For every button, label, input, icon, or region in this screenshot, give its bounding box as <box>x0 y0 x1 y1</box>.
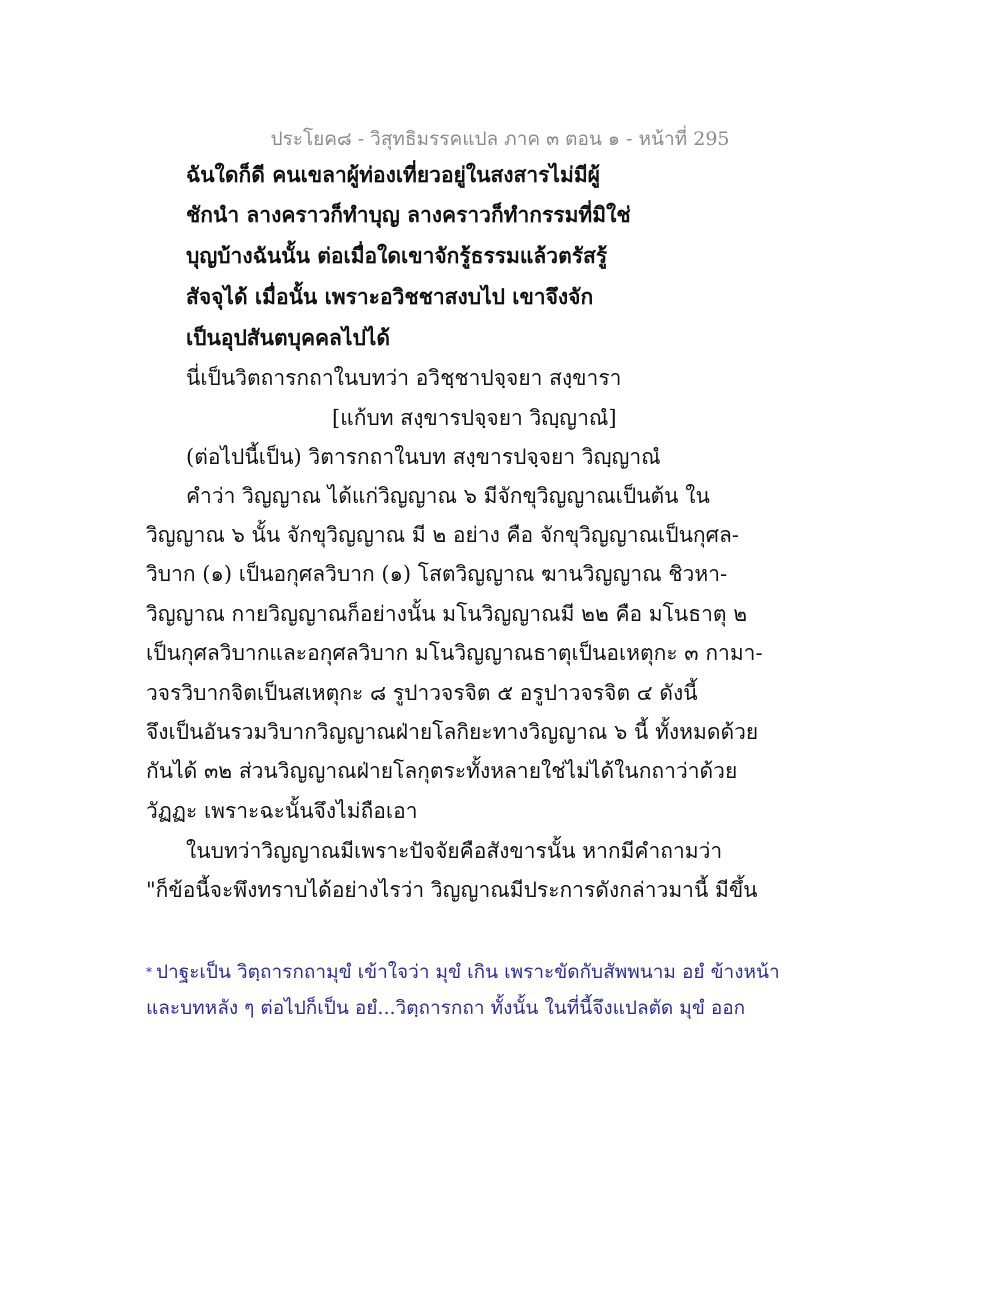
paragraph-line: วิญญาณ ๖ นั้น จักขุวิญญาณ มี ๒ อย่าง คือ จักขุวิญญาณเป็นกุศล- <box>146 523 739 547</box>
intro-line: (ต่อไปนี้เป็น) วิตารกถาในบท สงฺขารปจฺจยา วิญฺญาณํ <box>186 445 661 469</box>
paragraph-line: จึงเป็นอันรวมวิบากวิญญาณฝ่ายโลกิยะทางวิญญาณ ๖ นี้ ทั้งหมดด้วย <box>146 720 759 744</box>
quote-line: ฉันใดก็ดี คนเขลาผู้ท่องเที่ยวอยู่ในสงสารไม่มีผู้ <box>186 162 600 187</box>
footnote-text: ปาฐะเป็น วิตฺถารกถามุขํ เข้าใจว่า มุขํ เกิน เพราะขัดกับสัพพนาม อยํ ข้างหน้า <box>156 961 780 983</box>
page-header: ประโยค๘ - วิสุทธิมรรคแปล ภาค ๓ ตอน ๑ - หน้าที่ 295 <box>270 128 730 150</box>
closing-line: นี่เป็นวิตถารกถาในบทว่า อวิชฺชาปจฺจยา สงฺขารา <box>186 366 622 390</box>
paragraph-line: วจรวิบากจิตเป็นสเหตุกะ ๘ รูปาวจรจิต ๕ อรูปาวจรจิต ๔ ดังนี้ <box>146 681 698 705</box>
footnote-marker: * <box>146 965 152 979</box>
footnote-line: และบทหลัง ๆ ต่อไปก็เป็น อยํ...วิตฺถารกถา ทั้งนั้น ในที่นี้จึงแปลตัด มุขํ ออก <box>146 997 746 1019</box>
paragraph-line: วิญญาณ กายวิญญาณก็อย่างนั้น มโนวิญญาณมี ๒๒ คือ มโนธาตุ ๒ <box>146 602 748 626</box>
paragraph-line: กันได้ ๓๒ ส่วนวิญญาณฝ่ายโลกุตระทั้งหลายใช่ไม่ได้ในกถาว่าด้วย <box>146 759 738 783</box>
quote-line: บุญบ้างฉันนั้น ต่อเมื่อใดเขาจักรู้ธรรมแล้วตรัสรู้ <box>186 243 608 268</box>
footnote-line <box>146 958 780 986</box>
paragraph-line: เป็นกุศลวิบากและอกุศลวิบาก มโนวิญญาณธาตุเป็นอเหตุกะ ๓ กามา- <box>146 641 763 665</box>
quote-line: สัจจุได้ เมื่อนั้น เพราะอวิชชาสงบไป เขาจึงจัก <box>186 284 594 309</box>
quote-line: เป็นอุปสันตบุคคลไปได้ <box>186 325 391 350</box>
quote-line: ชักนำ ลางคราวก็ทำบุญ ลางคราวก็ทำกรรมที่มิใช่ <box>186 202 631 227</box>
paragraph-line: ในบทว่าวิญญาณมีเพราะปัจจัยคือสังขารนั้น หากมีคำถามว่า <box>186 839 723 863</box>
paragraph-line: วิบาก (๑) เป็นอกุศลวิบาก (๑) โสตวิญญาณ ฆานวิญญาณ ชิวหา- <box>146 562 728 586</box>
paragraph-line: "ก็ข้อนี้จะพึงทราบได้อย่างไรว่า วิญญาณมีประการดังกล่าวมานี้ มีขึ้น <box>146 878 758 902</box>
paragraph-line: วัฏฏะ เพราะฉะนั้นจึงไม่ถือเอา <box>146 799 418 823</box>
paragraph-line: คำว่า วิญญาณ ได้แก่วิญญาณ ๖ มีจักขุวิญญาณเป็นต้น ใน <box>186 484 710 508</box>
section-heading: [แก้บท สงฺขารปจฺจยา วิญฺญาณํ] <box>332 406 617 430</box>
